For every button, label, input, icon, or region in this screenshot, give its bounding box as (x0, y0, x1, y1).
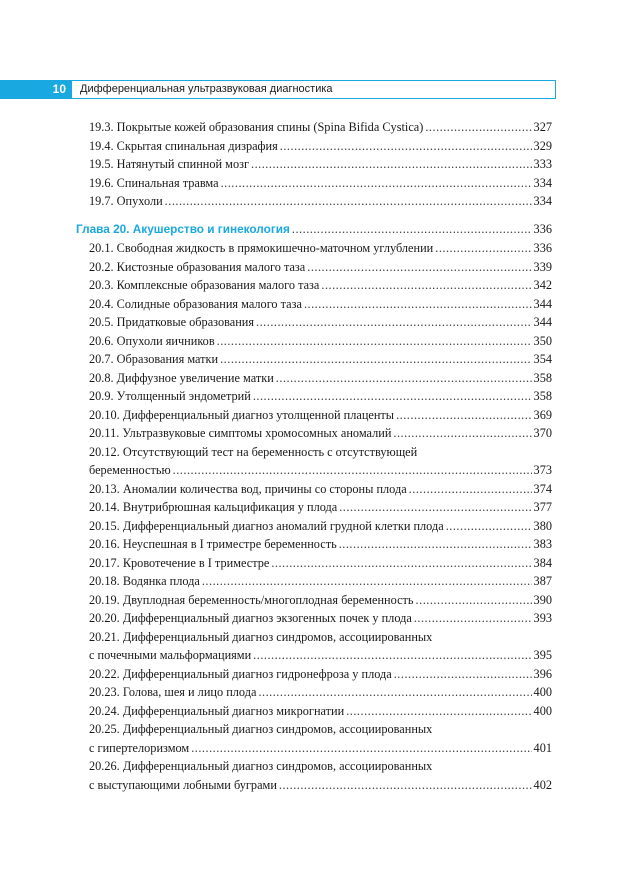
toc-entry[interactable] (76, 683, 552, 702)
dot-leader (339, 498, 531, 517)
page-ref: 344 (533, 296, 552, 311)
dot-leader (396, 406, 531, 425)
toc-entry-title: 20.23. Голова, шея и лицо плода (89, 685, 257, 699)
chapter-title: Глава 20. Акушерство и гинекология (76, 221, 290, 236)
dot-leader (307, 258, 531, 277)
toc-entry-title: беременностью (89, 463, 171, 477)
dot-leader (280, 137, 532, 156)
page-ref: 401 (533, 740, 552, 755)
toc-entry-title: 20.15. Дифференциальный диагноз аномалий грудной клетки плода (89, 518, 444, 533)
toc-entry-title: 20.8. Диффузное увеличение матки (89, 370, 274, 385)
toc-entry-title: 20.11. Ультразвуковые симптомы хромосомных аномалий (89, 426, 392, 440)
page-ref: 402 (533, 777, 552, 792)
dot-leader (165, 192, 532, 211)
toc-entry-title: 20.4. Солидные образования малого таза (89, 296, 302, 311)
table-of-contents (76, 118, 552, 794)
toc-entry-title: 19.4. Скрытая спинальная дизрафия (89, 138, 278, 153)
toc-entry-title: 20.18. Водянка плода (89, 574, 200, 588)
toc-entry-title: 20.22. Дифференциальный диагноз гидронефроза у плода (89, 666, 392, 681)
toc-entry[interactable] (76, 443, 552, 480)
toc-entry-title: 20.19. Двуплодная беременность/многоплодная беременность (89, 592, 414, 607)
dot-leader (279, 776, 532, 795)
dot-leader (425, 118, 531, 137)
toc-entry-title: 20.14. Внутрибрюшная кальцификация у плода (89, 500, 338, 514)
toc-entry[interactable] (76, 276, 552, 295)
page-ref: 390 (533, 592, 552, 607)
toc-chapter-entry[interactable] (76, 220, 552, 239)
dot-leader (394, 665, 532, 684)
dot-leader (346, 702, 531, 721)
dot-leader (253, 387, 532, 406)
toc-entry[interactable] (76, 313, 552, 332)
toc-entry[interactable] (76, 239, 552, 258)
toc-entry[interactable] (76, 406, 552, 425)
page-ref: 400 (533, 685, 552, 699)
dot-leader (339, 535, 532, 554)
toc-entry[interactable] (76, 517, 552, 536)
toc-entry-title: 19.3. Покрытые кожей образования спины (Spina Bifida Cystica) (89, 120, 424, 134)
toc-entry-title: 20.20. Дифференциальный диагноз экзогенных почек у плода (89, 611, 412, 625)
toc-entry-title: 20.17. Кровотечение в I триместре (89, 555, 270, 570)
toc-entry-title: 20.7. Образования матки (89, 352, 219, 366)
dot-leader (258, 683, 531, 702)
toc-entry[interactable] (76, 535, 552, 554)
dot-leader (221, 174, 532, 193)
toc-entry[interactable] (76, 387, 552, 406)
toc-entry-title: 20.10. Дифференциальный диагноз утолщенной плаценты (89, 407, 395, 422)
toc-entry[interactable] (76, 258, 552, 277)
toc-entry[interactable] (76, 174, 552, 193)
toc-entry[interactable] (76, 137, 552, 156)
page-ref: 334 (533, 194, 552, 208)
toc-entry[interactable] (76, 369, 552, 388)
toc-entry[interactable] (76, 628, 552, 665)
dot-leader (276, 369, 532, 388)
page-ref: 370 (533, 426, 552, 440)
toc-entry-title: 20.3. Комплексные образования малого таза (89, 278, 320, 292)
toc-entry-title: 20.24. Дифференциальный диагноз микрогнатии (89, 703, 345, 718)
toc-entry-title-line: 20.26. Дифференциальный диагноз синдромов, ассоциированных (89, 759, 433, 773)
toc-entry[interactable] (76, 554, 552, 573)
page-ref: 384 (533, 555, 552, 570)
page-ref: 373 (533, 463, 552, 477)
toc-entry[interactable] (76, 332, 552, 351)
toc-entry[interactable] (76, 192, 552, 211)
page-ref: 354 (533, 352, 552, 366)
toc-entry[interactable] (76, 118, 552, 137)
dot-leader (251, 155, 532, 174)
toc-entry[interactable] (76, 350, 552, 369)
toc-entry-title: 20.13. Аномалии количества вод, причины со стороны плода (89, 481, 407, 496)
toc-entry-title: с гипертелоризмом (89, 740, 190, 755)
toc-entry[interactable] (76, 295, 552, 314)
page-ref: 342 (533, 278, 552, 292)
page-ref: 334 (533, 175, 552, 190)
dot-leader (202, 572, 532, 591)
dot-leader (435, 239, 531, 258)
toc-entry-title-line: 20.25. Дифференциальный диагноз синдромов, ассоциированных (89, 722, 433, 736)
dot-leader (393, 424, 531, 443)
toc-entry-title: 20.2. Кистозные образования малого таза (89, 259, 306, 274)
dot-leader (271, 554, 531, 573)
page-ref: 377 (533, 500, 552, 514)
dot-leader (414, 609, 532, 628)
page-ref: 374 (533, 481, 552, 496)
page-ref: 339 (533, 259, 552, 274)
page-ref: 383 (533, 537, 552, 551)
page-ref: 395 (533, 648, 552, 662)
toc-entry-title: с почечными мальформациями (89, 648, 252, 662)
toc-entry[interactable] (76, 609, 552, 628)
toc-entry[interactable] (76, 480, 552, 499)
toc-entry-title: 20.9. Утолщенный эндометрий (89, 389, 251, 403)
toc-entry[interactable] (76, 665, 552, 684)
dot-leader (321, 276, 531, 295)
toc-entry-title-line: 20.21. Дифференциальный диагноз синдромов, ассоциированных (89, 629, 433, 644)
dot-leader (253, 646, 531, 665)
toc-entry[interactable] (76, 702, 552, 721)
dot-leader (173, 461, 532, 480)
toc-entry-title: 20.6. Опухоли яичников (89, 333, 215, 348)
dot-leader (304, 295, 532, 314)
page-ref: 333 (533, 157, 552, 171)
toc-entry-title: с выступающими лобными буграми (89, 777, 277, 792)
page-ref: 396 (533, 666, 552, 681)
page-ref: 350 (533, 333, 552, 348)
toc-entry-title: 20.1. Свободная жидкость в прямокишечно-маточном углублении (89, 241, 434, 255)
toc-entry-title: 19.5. Натянутый спинной мозг (89, 157, 249, 171)
running-title: Дифференциальная ультразвуковая диагностика (80, 83, 333, 95)
page-ref: 393 (533, 611, 552, 625)
page-ref: 327 (533, 120, 552, 134)
page-ref: 336 (533, 221, 552, 236)
toc-entry[interactable] (76, 572, 552, 591)
toc-entry-title: 20.5. Придатковые образования (89, 315, 255, 329)
page-ref: 336 (533, 241, 552, 255)
dot-leader (292, 220, 532, 239)
page-ref: 344 (533, 315, 552, 329)
dot-leader (217, 332, 532, 351)
page-ref: 369 (533, 407, 552, 422)
dot-leader (446, 517, 532, 536)
toc-entry[interactable] (76, 720, 552, 757)
dot-leader (256, 313, 532, 332)
dot-leader (220, 350, 531, 369)
page-ref: 358 (533, 389, 552, 403)
toc-entry-title-line: 20.12. Отсутствующий тест на беременность с отсутствующей (89, 444, 418, 459)
dot-leader (409, 480, 532, 499)
toc-entry[interactable] (76, 424, 552, 443)
page-ref: 387 (533, 574, 552, 588)
toc-entry-title: 19.7. Опухоли (89, 194, 163, 208)
toc-entry[interactable] (76, 155, 552, 174)
page-ref: 400 (533, 703, 552, 718)
page-ref: 358 (533, 370, 552, 385)
toc-entry-title: 20.16. Неуспешная в I триместре беременность (89, 537, 337, 551)
dot-leader (416, 591, 532, 610)
page-ref: 380 (533, 518, 552, 533)
toc-entry[interactable] (76, 757, 552, 794)
toc-entry[interactable] (76, 591, 552, 610)
toc-entry-title: 19.6. Спинальная травма (89, 175, 219, 190)
page-ref: 329 (533, 138, 552, 153)
dot-leader (191, 739, 531, 758)
page-number: 10 (0, 81, 72, 98)
toc-entry[interactable] (76, 498, 552, 517)
running-header (0, 80, 556, 99)
